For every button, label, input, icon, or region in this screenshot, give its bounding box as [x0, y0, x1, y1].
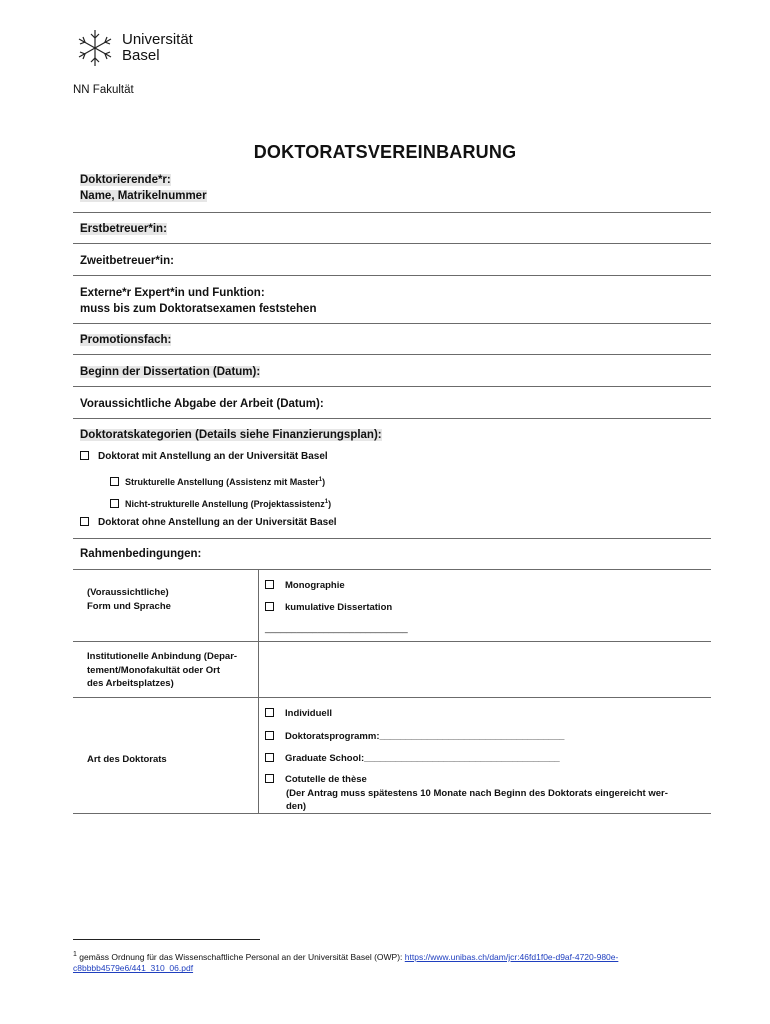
external-expert-note: muss bis zum Doktoratsexamen feststehen — [80, 303, 317, 315]
subject-label: Promotionsfach: — [80, 334, 172, 346]
option-label: kumulative Dissertation — [285, 602, 393, 613]
submission-date-field[interactable] — [80, 396, 324, 412]
second-supervisor-field[interactable] — [80, 253, 174, 269]
option-cumulative[interactable] — [265, 601, 392, 615]
option-structural[interactable] — [110, 473, 325, 489]
framework-heading-text: Rahmenbedingungen: — [80, 548, 202, 560]
checkbox-icon[interactable] — [110, 477, 119, 486]
row2-label-line2: tement/Monofakultät oder Ort — [87, 664, 221, 676]
option-program[interactable] — [265, 730, 564, 744]
option-graduate-school[interactable] — [265, 752, 560, 766]
checkbox-icon[interactable] — [110, 499, 119, 508]
table-bottom-border — [73, 813, 711, 814]
option-label: Doktoratsprogramm:___________________________________ — [285, 731, 565, 742]
checkbox-icon[interactable] — [265, 580, 274, 589]
logo-line-2: Basel — [122, 47, 160, 64]
form-language-blank[interactable]: ___________________________ — [265, 623, 408, 634]
option-label: Individuell — [285, 708, 332, 719]
table-row-divider — [73, 641, 711, 642]
divider — [73, 275, 711, 276]
option-cotutelle[interactable] — [265, 773, 705, 814]
row2-label-line1: Institutionelle Anbindung (Depar- — [87, 651, 238, 662]
footnote-marker: 1 — [318, 477, 323, 483]
divider — [73, 538, 711, 539]
option-non-structural[interactable] — [110, 495, 331, 511]
row1-label — [87, 586, 171, 613]
checkbox-icon[interactable] — [265, 602, 274, 611]
option-label: Graduate School:_____________________________________ — [285, 753, 560, 764]
logo-wordmark — [122, 32, 193, 64]
name-matrikel-label: Name, Matrikelnummer — [80, 190, 207, 202]
document-title: DOKTORATSVEREINBARUNG — [253, 142, 517, 162]
table-top-border — [73, 569, 711, 570]
divider — [73, 354, 711, 355]
checkbox-icon[interactable] — [80, 451, 89, 460]
option-label: Nicht-strukturelle Anstellung (Projektassistenz — [125, 499, 325, 509]
divider — [73, 212, 711, 213]
divider — [73, 386, 711, 387]
checkbox-icon[interactable] — [265, 731, 274, 740]
close-paren: ) — [328, 499, 332, 509]
checkbox-icon[interactable] — [265, 774, 274, 783]
university-logo — [74, 28, 193, 68]
external-expert-field[interactable] — [80, 285, 316, 317]
footnote-number: 1 — [73, 951, 77, 958]
categories-field — [80, 427, 382, 443]
row2-label-line3: des Arbeitsplatzes) — [87, 678, 174, 689]
option-label: Cotutelle de thèse — [285, 774, 367, 785]
footnote-separator — [73, 939, 260, 940]
footnote — [73, 949, 713, 975]
row2-label — [87, 650, 237, 691]
divider — [73, 323, 711, 324]
doctoral-candidate-field[interactable] — [80, 172, 207, 204]
row3-label: Art des Doktorats — [87, 754, 167, 765]
checkbox-icon[interactable] — [265, 708, 274, 717]
categories-label: Doktoratskategorien (Details siehe Finanzierungsplan): — [80, 429, 382, 441]
first-supervisor-field[interactable] — [80, 221, 167, 237]
footnote-link-line2: c8bbbb4579e6/441_310_06.pdf — [73, 963, 194, 974]
framework-heading — [80, 546, 201, 562]
option-label: Doktorat ohne Anstellung an der Universität Basel — [98, 517, 337, 528]
logo-line-1: Universität — [122, 31, 193, 48]
option-with-employment[interactable] — [80, 450, 328, 464]
row1-label-line1: (Voraussichtliche) — [87, 587, 169, 598]
option-without-employment[interactable] — [80, 516, 337, 530]
divider — [73, 243, 711, 244]
checkbox-icon[interactable] — [265, 753, 274, 762]
submission-date-label: Voraussichtliche Abgabe der Arbeit (Datum): — [80, 398, 324, 410]
faculty-name: NN Fakultät — [73, 84, 134, 96]
row1-label-line2: Form und Sprache — [87, 600, 171, 612]
footnote-marker: 1 — [324, 499, 329, 505]
option-individual[interactable] — [265, 707, 332, 721]
doctoral-candidate-label: Doktorierende*r: — [80, 174, 171, 186]
external-expert-label: Externe*r Expert*in und Funktion: — [80, 287, 265, 299]
option-monograph[interactable] — [265, 579, 345, 593]
cotutelle-note-line1: (Der Antrag muss spätestens 10 Monate nach Beginn des Doktorats eingereicht wer- — [286, 787, 668, 799]
table-row-divider — [73, 697, 711, 698]
start-date-label: Beginn der Dissertation (Datum): — [80, 366, 261, 378]
first-supervisor-label: Erstbetreuer*in: — [80, 223, 167, 235]
footnote-link-line1: https://www.unibas.ch/dam/jcr:46fd1f0e-d9af-4720-980e- — [404, 951, 619, 962]
second-supervisor-label: Zweitbetreuer*in: — [80, 255, 174, 267]
start-date-field[interactable] — [80, 364, 260, 380]
checkbox-icon[interactable] — [80, 517, 89, 526]
option-label: Strukturelle Anstellung (Assistenz mit Master — [125, 477, 319, 487]
option-label: Monographie — [285, 580, 345, 591]
option-label: Doktorat mit Anstellung an der Universität Basel — [98, 451, 328, 462]
close-paren: ) — [322, 477, 326, 487]
table-column-divider — [258, 569, 259, 814]
subject-field[interactable] — [80, 332, 171, 348]
snowflake-logo-icon — [74, 28, 116, 68]
divider — [73, 418, 711, 419]
cotutelle-note-line2: den) — [286, 801, 307, 812]
footnote-text: gemäss Ordnung für das Wissenschaftliche Personal an der Universität Basel (OWP): — [76, 951, 405, 962]
